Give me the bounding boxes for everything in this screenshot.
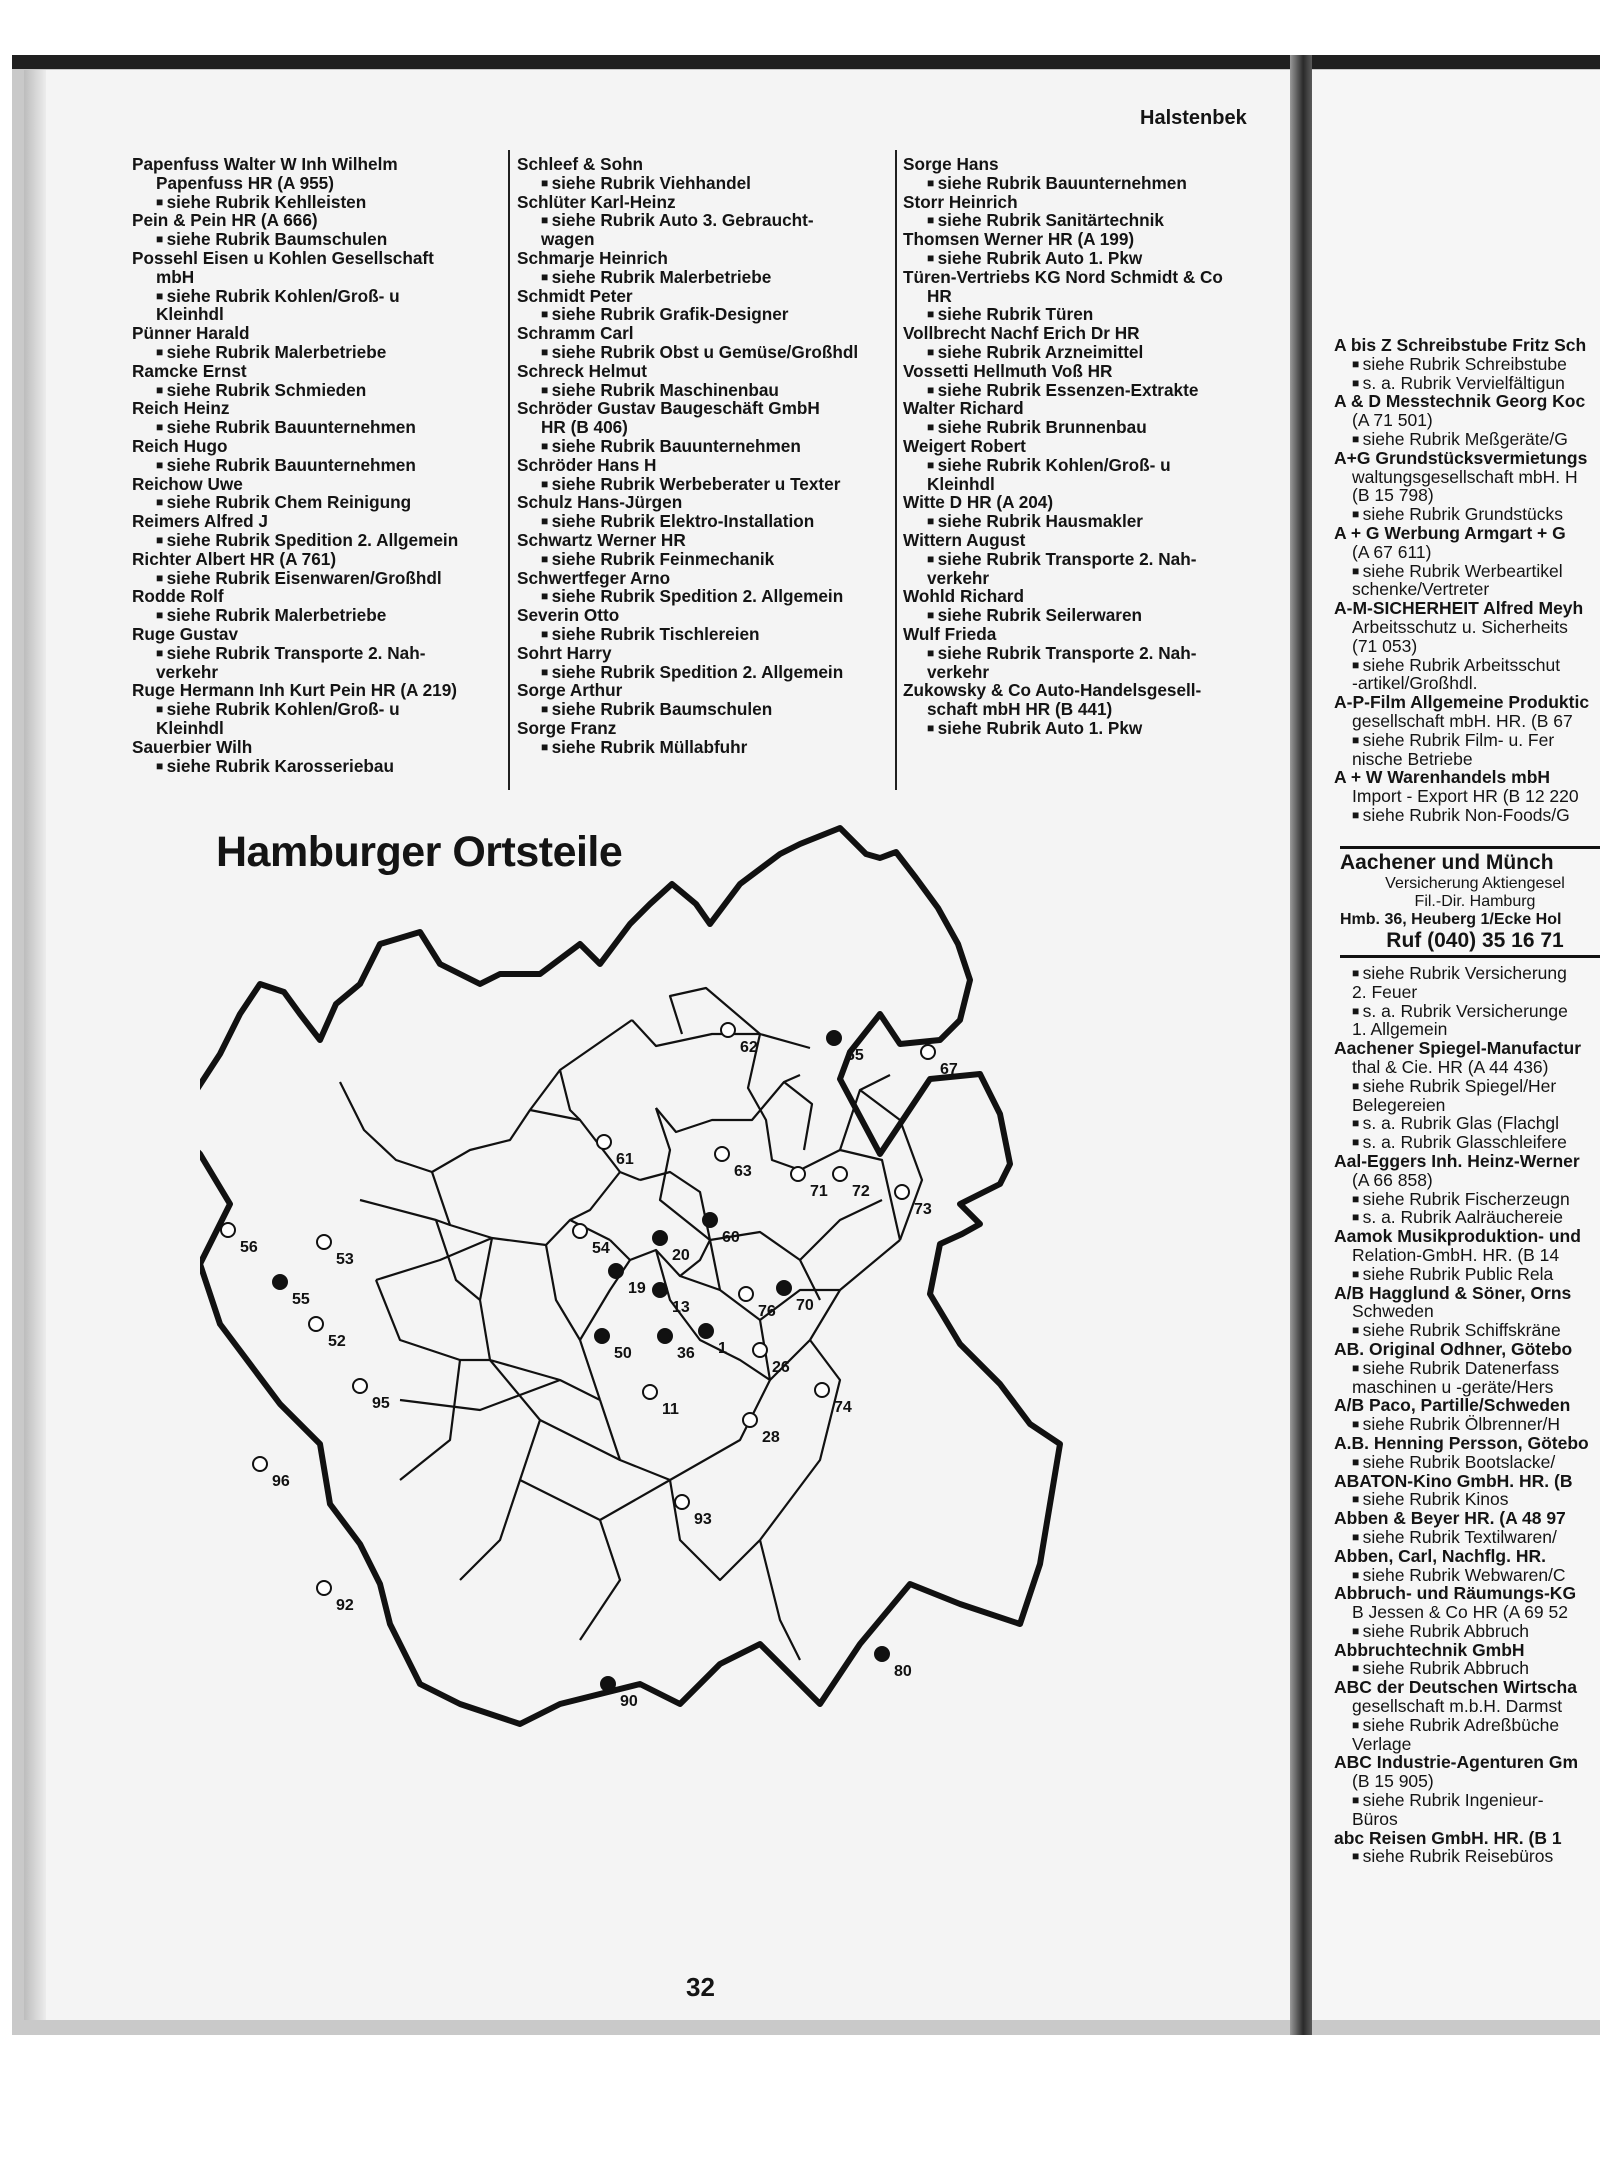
entry-name: Sauerbier Wilh [132, 736, 253, 757]
entry-name: Pünner Harald [132, 323, 250, 344]
right-page-line: ■ siehe Rubrik Reisebüros [1334, 1847, 1589, 1866]
directory-entry [132, 738, 502, 776]
right-page-line: ■ siehe Rubrik Ölbrenner/H [1334, 1415, 1589, 1434]
entry-reference: ■ siehe Rubrik Eisenwaren/Großhdl [132, 569, 502, 588]
entry-reference: ■ siehe Rubrik Malerbetriebe [132, 606, 502, 625]
right-page-line: Verlage [1352, 1733, 1412, 1754]
directory-entry [517, 399, 895, 455]
directory-entry [132, 587, 502, 625]
right-page-line: ■ siehe Rubrik Datenerfass [1334, 1359, 1589, 1378]
entry-name: Sorge Franz [517, 717, 617, 738]
right-page-line: gesellschaft m.b.H. Darmst [1352, 1696, 1563, 1717]
district-marker [253, 1457, 267, 1471]
entry-reference: ■ siehe Rubrik Hausmakler [903, 512, 1233, 531]
right-page-line: (A 67 611) [1352, 541, 1432, 562]
entry-reference: ■ siehe Rubrik Türen [903, 305, 1233, 324]
district-marker [595, 1329, 609, 1343]
directory-entry [903, 399, 1233, 437]
right-page-line: gesellschaft mbH. HR. (B 67 [1352, 710, 1573, 731]
directory-entry [903, 362, 1233, 400]
district-number-label: 55 [292, 1291, 310, 1308]
entry-reference: ■ siehe Rubrik Viehhandel [517, 174, 895, 193]
directory-entry [517, 531, 895, 569]
entry-name: Türen-Vertriebs KG Nord Schmidt & Co [903, 266, 1223, 287]
district-marker [721, 1023, 735, 1037]
right-page-line: A/B Hagglund & Söner, Orns [1334, 1282, 1572, 1303]
directory-entry [132, 399, 502, 437]
directory-column-3 [903, 155, 1233, 738]
right-page-line: Import - Export HR (B 12 220 [1352, 786, 1579, 807]
directory-entry [903, 493, 1233, 531]
directory-entry [517, 569, 895, 607]
left-page-edge [24, 70, 46, 2020]
entry-name: Ruge Hermann Inh Kurt Pein HR (A 219) [132, 680, 458, 701]
district-number-label: 71 [810, 1183, 828, 1200]
entry-name-continued: Papenfuss HR (A 955) [156, 172, 334, 193]
district-marker [743, 1413, 757, 1427]
right-page-line: A/B Paco, Partille/Schweden [1334, 1395, 1571, 1416]
entry-name: Wittern August [903, 529, 1026, 550]
entry-name: Schleef & Sohn [517, 154, 644, 174]
right-page-line: Belegereien [1352, 1094, 1446, 1115]
directory-entry [517, 719, 895, 757]
entry-name: Schramm Carl [517, 323, 634, 344]
district-number-label: 96 [272, 1473, 290, 1490]
directory-entry [903, 268, 1233, 324]
entry-name: Schlüter Karl-Heinz [517, 191, 676, 212]
scan-top-edge [12, 55, 1600, 69]
entry-name: Zukowsky & Co Auto-Handelsgesell- [903, 680, 1202, 701]
entry-reference: ■ siehe Rubrik Werbeberater u Texter [517, 475, 895, 494]
entry-name: Schmarje Heinrich [517, 247, 668, 268]
right-page-line: ■ siehe Rubrik Webwaren/C [1334, 1566, 1589, 1585]
right-page-line: ■ siehe Rubrik Film- u. Fer [1334, 731, 1589, 750]
right-page-line: ABC der Deutschen Wirtscha [1334, 1677, 1577, 1698]
right-page-line: Aachener Spiegel-Manufactur [1334, 1038, 1581, 1059]
entry-name: Severin Otto [517, 605, 620, 626]
right-page-line: -artikel/Großhdl. [1352, 673, 1478, 694]
district-number-label: 76 [758, 1303, 776, 1320]
district-number-label: 56 [240, 1239, 258, 1256]
directory-entry [517, 287, 895, 325]
district-marker [658, 1329, 672, 1343]
entry-name-continued: HR [927, 285, 952, 306]
right-page-line: ■ siehe Rubrik Grundstücks [1334, 505, 1589, 524]
right-page-line: Aal-Eggers Inh. Heinz-Werner [1334, 1150, 1580, 1171]
entry-reference: ■ siehe Rubrik Bauunternehmen [132, 456, 502, 475]
right-page-line: Abbruchtechnik GmbH [1334, 1639, 1525, 1660]
right-page-line: ABC Industrie-Agenturen Gm [1334, 1752, 1579, 1773]
directory-column-1 [132, 155, 502, 775]
right-page-entries-bottom [1334, 964, 1589, 1866]
district-marker [921, 1045, 935, 1059]
directory-entry [517, 362, 895, 400]
directory-entry [903, 193, 1233, 231]
right-page-line: schenke/Vertreter [1352, 579, 1490, 600]
district-number-label: 73 [914, 1201, 932, 1218]
directory-column-2 [517, 155, 895, 757]
right-page-line: Abbruch- und Räumungs-KG [1334, 1583, 1577, 1604]
directory-entry [517, 493, 895, 531]
entry-name: Rodde Rolf [132, 586, 224, 607]
entry-name-continued: schaft mbH HR (B 441) [927, 699, 1113, 720]
district-marker [675, 1495, 689, 1509]
ad-address: Hmb. 36, Heuberg 1/Ecke Hol [1340, 911, 1562, 928]
right-page-line: ■ siehe Rubrik Schreibstube [1334, 355, 1589, 374]
entry-reference: ■ siehe Rubrik Essenzen-Extrakte [903, 381, 1233, 400]
ad-line: Versicherung Aktiengesel [1385, 875, 1565, 892]
entry-reference: ■ siehe Rubrik Kohlen/Groß- u [132, 700, 502, 719]
entry-name: Papenfuss Walter W Inh Wilhelm [132, 154, 398, 174]
directory-entry [903, 531, 1233, 587]
entry-name: Schröder Hans H [517, 454, 657, 475]
directory-entry [517, 456, 895, 494]
entry-name: Wohld Richard [903, 586, 1024, 607]
entry-name: Schulz Hans-Jürgen [517, 492, 683, 513]
entry-reference-continued: verkehr [927, 661, 990, 682]
entry-reference: ■ siehe Rubrik Grafik-Designer [517, 305, 895, 324]
district-marker [273, 1275, 287, 1289]
right-page-line: ■ siehe Rubrik Fischerzeugn [1334, 1190, 1589, 1209]
column-divider [895, 150, 897, 790]
directory-entry [517, 324, 895, 362]
directory-entry [132, 625, 502, 681]
district-marker [309, 1317, 323, 1331]
entry-reference: ■ siehe Rubrik Arzneimittel [903, 343, 1233, 362]
directory-entry [517, 155, 895, 193]
entry-name: Richter Albert HR (A 761) [132, 548, 337, 569]
right-page-line: A bis Z Schreibstube Fritz Sch [1334, 335, 1587, 355]
directory-entry [903, 324, 1233, 362]
right-page-line: B Jessen & Co HR (A 69 52 [1352, 1602, 1568, 1623]
right-page-line: ■ siehe Rubrik Non-Foods/G [1334, 806, 1589, 825]
entry-reference-continued: Kleinhdl [927, 473, 995, 494]
entry-name: Witte D HR (A 204) [903, 492, 1054, 513]
district-number-label: 72 [852, 1183, 870, 1200]
entry-reference-continued: Kleinhdl [156, 717, 224, 738]
directory-entry [517, 644, 895, 682]
right-page-line: Büros [1352, 1808, 1398, 1829]
district-number-label: 36 [677, 1345, 695, 1362]
district-number-label: 50 [614, 1345, 632, 1362]
running-header: Halstenbek [1140, 107, 1247, 129]
entry-reference: ■ siehe Rubrik Bauunternehmen [903, 174, 1233, 193]
district-number-label: 11 [662, 1401, 679, 1418]
district-marker [353, 1379, 367, 1393]
entry-reference-continued: Kleinhdl [156, 304, 224, 325]
entry-reference: ■ siehe Rubrik Spedition 2. Allgemein [132, 531, 502, 550]
district-marker [703, 1213, 717, 1227]
right-page-line: thal & Cie. HR (A 44 436) [1352, 1056, 1549, 1077]
directory-entry [517, 249, 895, 287]
right-page-line: (A 66 858) [1352, 1169, 1433, 1190]
entry-name: Schwartz Werner HR [517, 529, 686, 550]
entry-name: Thomsen Werner HR (A 199) [903, 229, 1135, 250]
entry-reference: ■ siehe Rubrik Spedition 2. Allgemein [517, 587, 895, 606]
entry-name: Sohrt Harry [517, 642, 612, 663]
right-page-line: maschinen u -geräte/Hers [1352, 1376, 1554, 1397]
district-marker [609, 1264, 623, 1278]
district-number-label: 61 [616, 1151, 634, 1168]
district-number-label: 26 [772, 1359, 790, 1376]
entry-reference: ■ siehe Rubrik Obst u Gemüse/Großhdl [517, 343, 895, 362]
entry-reference: ■ siehe Rubrik Kohlen/Groß- u [132, 287, 502, 306]
entry-name: Wulf Frieda [903, 623, 997, 644]
entry-reference: ■ siehe Rubrik Bauunternehmen [132, 418, 502, 437]
district-map [200, 820, 1160, 1840]
directory-entry [903, 587, 1233, 625]
entry-reference: ■ siehe Rubrik Malerbetriebe [132, 343, 502, 362]
entry-reference: ■ siehe Rubrik Auto 1. Pkw [903, 249, 1233, 268]
entry-reference: ■ siehe Rubrik Baumschulen [132, 230, 502, 249]
entry-reference: ■ siehe Rubrik Elektro-Installation [517, 512, 895, 531]
entry-reference: ■ siehe Rubrik Kehlleisten [132, 193, 502, 212]
directory-entry [132, 211, 502, 249]
entry-reference: ■ siehe Rubrik Auto 1. Pkw [903, 719, 1233, 738]
right-page-line: ■ s. a. Rubrik Vervielfältigun [1334, 374, 1589, 393]
district-number-label: 54 [592, 1240, 610, 1257]
right-page-line: (B 15 798) [1352, 485, 1434, 506]
page-number: 32 [686, 1972, 715, 2002]
right-page-line: Schweden [1352, 1301, 1434, 1322]
directory-entry [132, 155, 502, 211]
directory-entry [903, 681, 1233, 737]
district-number-label: 95 [372, 1395, 390, 1412]
entry-reference: ■ siehe Rubrik Spedition 2. Allgemein [517, 663, 895, 682]
right-page-line: Arbeitsschutz u. Sicherheits [1352, 616, 1568, 637]
district-number-label: 74 [834, 1399, 852, 1416]
entry-reference: ■ siehe Rubrik Auto 3. Gebraucht- [517, 211, 895, 230]
entry-reference: ■ siehe Rubrik Tischlereien [517, 625, 895, 644]
right-page-line: 1. Allgemein [1352, 1019, 1448, 1040]
district-marker [833, 1167, 847, 1181]
right-page-line: ■ siehe Rubrik Textilwaren/ [1334, 1528, 1589, 1547]
directory-entry [132, 550, 502, 588]
directory-entry [903, 230, 1233, 268]
district-marker [827, 1031, 841, 1045]
entry-reference: ■ siehe Rubrik Chem Reinigung [132, 493, 502, 512]
right-page-line: (B 15 905) [1352, 1771, 1434, 1792]
entry-name: Reich Hugo [132, 435, 228, 456]
entry-reference: ■ siehe Rubrik Müllabfuhr [517, 738, 895, 757]
directory-entry [132, 681, 502, 737]
right-page-line: ■ siehe Rubrik Abbruch [1334, 1659, 1589, 1678]
district-marker [653, 1283, 667, 1297]
map-title: Hamburger Ortsteile [216, 828, 623, 876]
entry-name: Schreck Helmut [517, 360, 647, 381]
right-page-line: Aamok Musikproduktion- und [1334, 1226, 1581, 1247]
ad-line: Fil.-Dir. Hamburg [1414, 893, 1536, 910]
district-number-label: 65 [846, 1047, 864, 1064]
entry-reference: ■ siehe Rubrik Transporte 2. Nah- [903, 644, 1233, 663]
entry-reference: ■ siehe Rubrik Maschinenbau [517, 381, 895, 400]
district-number-label: 28 [762, 1429, 780, 1446]
right-page-line: ■ siehe Rubrik Meßgeräte/G [1334, 430, 1589, 449]
district-number-label: 93 [694, 1511, 712, 1528]
district-marker [643, 1385, 657, 1399]
entry-name-continued: HR (B 406) [541, 417, 628, 438]
entry-reference-continued: wagen [541, 229, 595, 250]
entry-name: Vossetti Hellmuth Voß HR [903, 360, 1113, 381]
entry-name: Schwertfeger Arno [517, 567, 671, 588]
right-page-line: 2. Feuer [1352, 981, 1418, 1002]
district-marker [597, 1135, 611, 1149]
district-number-label: 80 [894, 1663, 912, 1680]
entry-reference: ■ siehe Rubrik Transporte 2. Nah- [132, 644, 502, 663]
district-marker [791, 1167, 805, 1181]
entry-reference: ■ siehe Rubrik Bauunternehmen [517, 437, 895, 456]
advertisement-box [1340, 846, 1600, 958]
district-marker [875, 1647, 889, 1661]
right-page-line: ■ siehe Rubrik Public Rela [1334, 1265, 1589, 1284]
right-page-line: ■ siehe Rubrik Spiegel/Her [1334, 1077, 1589, 1096]
entry-reference: ■ siehe Rubrik Kohlen/Groß- u [903, 456, 1233, 475]
district-marker [653, 1231, 667, 1245]
directory-entry [903, 625, 1233, 681]
district-number-label: 19 [628, 1280, 646, 1297]
entry-reference: ■ siehe Rubrik Transporte 2. Nah- [903, 550, 1233, 569]
right-page-line: ■ s. a. Rubrik Versicherunge [1334, 1002, 1589, 1021]
district-number-label: 20 [672, 1247, 690, 1264]
directory-entry [903, 437, 1233, 493]
district-marker [895, 1185, 909, 1199]
entry-name: Sorge Hans [903, 154, 999, 174]
directory-entry [132, 437, 502, 475]
district-marker [739, 1287, 753, 1301]
entry-name: Ramcke Ernst [132, 360, 247, 381]
entry-reference: ■ siehe Rubrik Feinmechanik [517, 550, 895, 569]
right-page-entries-top [1334, 336, 1589, 825]
entry-name: Reich Heinz [132, 398, 230, 419]
right-page-line: ■ siehe Rubrik Bootslacke/ [1334, 1453, 1589, 1472]
right-page-line: Relation-GmbH. HR. (B 14 [1352, 1244, 1560, 1265]
district-number-label: 53 [336, 1251, 354, 1268]
entry-name: Weigert Robert [903, 435, 1026, 456]
entry-reference: ■ siehe Rubrik Seilerwaren [903, 606, 1233, 625]
district-number-label: 90 [620, 1693, 638, 1710]
entry-name: Reimers Alfred J [132, 511, 268, 532]
right-page-line: (A 71 501) [1352, 410, 1433, 431]
right-page-line: ■ siehe Rubrik Versicherung [1334, 964, 1589, 983]
ad-title: Aachener und Münch [1340, 851, 1554, 874]
entry-name: Reichow Uwe [132, 473, 243, 494]
right-page-line: ■ siehe Rubrik Werbeartikel [1334, 562, 1589, 581]
right-page-line: Abben & Beyer HR. (A 48 97 [1334, 1508, 1566, 1529]
district-marker [699, 1324, 713, 1338]
right-page-line: A.B. Henning Persson, Götebo [1334, 1432, 1589, 1453]
directory-entry [132, 475, 502, 513]
entry-name-continued: mbH [156, 266, 195, 287]
entry-name: Possehl Eisen u Kohlen Gesellschaft [132, 247, 434, 268]
entry-reference: ■ siehe Rubrik Sanitärtechnik [903, 211, 1233, 230]
right-page-line: ■ siehe Rubrik Kinos [1334, 1490, 1589, 1509]
district-marker [317, 1235, 331, 1249]
right-page-line: ■ s. a. Rubrik Aalräuchereie [1334, 1208, 1589, 1227]
district-marker [573, 1224, 587, 1238]
district-number-label: 67 [940, 1061, 958, 1078]
right-page-line: A+G Grundstücksvermietungs [1334, 447, 1588, 468]
directory-entry [132, 324, 502, 362]
right-page-line: A & D Messtechnik Georg Koc [1334, 391, 1586, 412]
district-number-label: 92 [336, 1597, 354, 1614]
entry-reference: ■ siehe Rubrik Karosseriebau [132, 757, 502, 776]
right-page-line: ■ s. a. Rubrik Glasschleifere [1334, 1133, 1589, 1152]
district-marker [601, 1677, 615, 1691]
right-page-line: nische Betriebe [1352, 748, 1473, 769]
entry-name: Walter Richard [903, 398, 1024, 419]
entry-name: Vollbrecht Nachf Erich Dr HR [903, 323, 1140, 344]
district-number-label: 62 [740, 1039, 758, 1056]
entry-reference: ■ siehe Rubrik Schmieden [132, 381, 502, 400]
entry-reference-continued: verkehr [156, 661, 219, 682]
right-page-line: ■ siehe Rubrik Schiffskräne [1334, 1321, 1589, 1340]
right-page-line: Abben, Carl, Nachflg. HR. [1334, 1545, 1546, 1566]
entry-name: Schröder Gustav Baugeschäft GmbH [517, 398, 820, 419]
district-number-label: 63 [734, 1163, 752, 1180]
entry-reference: ■ siehe Rubrik Baumschulen [517, 700, 895, 719]
entry-reference-continued: verkehr [927, 567, 990, 588]
district-marker [777, 1281, 791, 1295]
district-number-label: 1 [718, 1340, 727, 1357]
district-marker [815, 1383, 829, 1397]
entry-name: Pein & Pein HR (A 666) [132, 210, 318, 231]
right-page-line: A + G Werbung Armgart + G [1334, 522, 1566, 543]
entry-name: Sorge Arthur [517, 680, 623, 701]
ad-rule [1340, 955, 1600, 958]
right-page-line: ABATON-Kino GmbH. HR. (B [1334, 1470, 1573, 1491]
right-page-line: ■ siehe Rubrik Adreßbüche [1334, 1716, 1589, 1735]
entry-name: Storr Heinrich [903, 191, 1018, 212]
entry-name: Schmidt Peter [517, 285, 633, 306]
directory-entry [132, 362, 502, 400]
district-marker [753, 1343, 767, 1357]
right-page-line: (71 053) [1352, 635, 1418, 656]
right-page-line: A-M-SICHERHEIT Alfred Meyh [1334, 598, 1584, 619]
district-marker [317, 1581, 331, 1595]
directory-entry [132, 249, 502, 324]
district-marker [715, 1147, 729, 1161]
district-number-label: 52 [328, 1333, 346, 1350]
directory-entry [517, 606, 895, 644]
right-page-line: ■ siehe Rubrik Abbruch [1334, 1622, 1589, 1641]
right-page-line: ■ s. a. Rubrik Glas (Flachgl [1334, 1114, 1589, 1133]
entry-reference: ■ siehe Rubrik Malerbetriebe [517, 268, 895, 287]
directory-entry [132, 512, 502, 550]
right-page-line: A + W Warenhandels mbH [1334, 767, 1551, 788]
book-spine [1290, 55, 1312, 2035]
district-number-label: 70 [796, 1297, 814, 1314]
ad-phone: Ruf (040) 35 16 71 [1386, 929, 1564, 952]
right-page-line: A-P-Film Allgemeine Produktic [1334, 692, 1590, 713]
right-page-line: ■ siehe Rubrik Ingenieur- [1334, 1791, 1589, 1810]
district-marker [221, 1223, 235, 1237]
right-page-line: ■ siehe Rubrik Arbeitsschut [1334, 656, 1589, 675]
directory-entry [903, 155, 1233, 193]
district-number-label: 60 [722, 1229, 740, 1246]
column-divider [508, 150, 510, 790]
entry-name: Ruge Gustav [132, 623, 239, 644]
right-page-line: abc Reisen GmbH. HR. (B 1 [1334, 1827, 1562, 1848]
district-number-label: 13 [672, 1299, 690, 1316]
entry-reference: ■ siehe Rubrik Brunnenbau [903, 418, 1233, 437]
directory-entry [517, 681, 895, 719]
right-page-line: waltungsgesellschaft mbH. H [1352, 466, 1578, 487]
directory-entry [517, 193, 895, 249]
right-page-line: AB. Original Odhner, Götebo [1334, 1338, 1573, 1359]
